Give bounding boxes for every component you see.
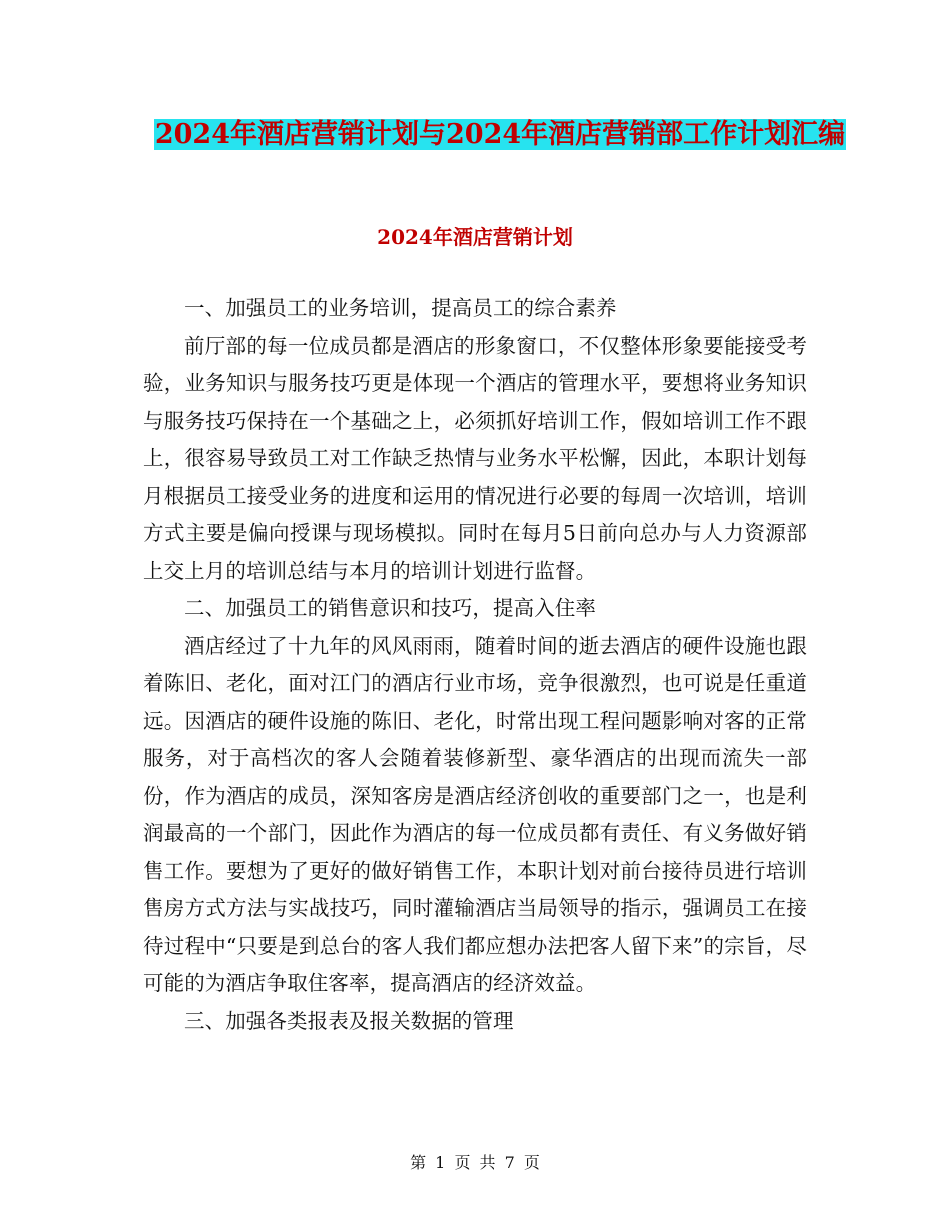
heading-2: 二、加强员工的销售意识和技巧，提高入住率 (184, 596, 596, 620)
document-title (150, 112, 850, 158)
paragraph-1: 前厅部的每一位成员都是酒店的形象窗口，不仅整体形象要能接受考验，业务知识与服务技巧更是体现一个酒店的管理水平，要想将业务知识与服务技巧保持在一个基础之上，必须抓好培训工作，假如培训工作不跟上，很容易导致员工对工作缺乏热情与业务水平松懈，因此，本职计划每月根据员工接受业务的进度和运用的情况进行必要的每周一次培训，培训方式主要是偏向授课与现场模拟。同时在每月5日前向总办与人力资源部上交上月的培训总结与本月的培训计划进行监督。 (143, 333, 807, 583)
document-title-highlight: 2024年酒店营销计划与2024年酒店营销部工作计划汇编 (154, 119, 846, 150)
paragraph-2: 酒店经过了十九年的风风雨雨，随着时间的逝去酒店的硬件设施也跟着陈旧、老化，面对江门的酒店行业市场，竞争很激烈，也可说是任重道远。因酒店的硬件设施的陈旧、老化，时常出现工程问题影响对客的正常服务，对于高档次的客人会随着装修新型、豪华酒店的出现而流失一部份，作为酒店的成员，深知客房是酒店经济创收的重要部门之一，也是利润最高的一个部门，因此作为酒店的每一位成员都有责任、有义务做好销售工作。要想为了更好的做好销售工作，本职计划对前台接待员进行培训售房方式方法与实战技巧，同时灌输酒店当局领导的指示，强调员工在接待过程中“只要是到总台的客人我们都应想办法把客人留下来”的宗旨，尽可能的为酒店争取住客率，提高酒店的经济效益。 (143, 633, 807, 995)
document-body (143, 290, 807, 1040)
page-footer: 第 1 页 共 7 页 (410, 1153, 540, 1172)
heading-1: 一、加强员工的业务培训，提高员工的综合素养 (184, 296, 617, 320)
section-title: 2024年酒店营销计划 (377, 225, 573, 249)
heading-3: 三、加强各类报表及报关数据的管理 (184, 1008, 514, 1033)
